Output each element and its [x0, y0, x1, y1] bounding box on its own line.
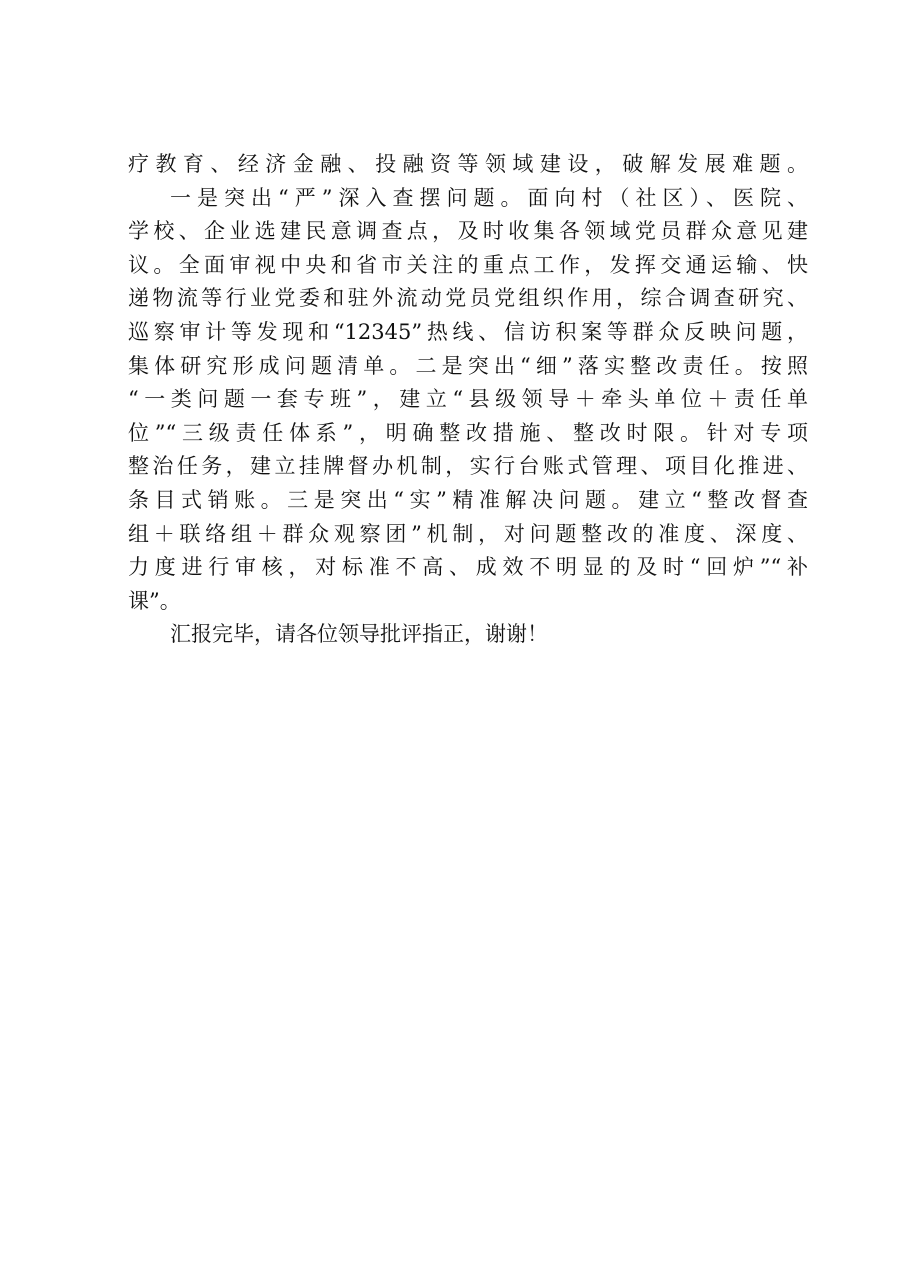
document-body: [128, 148, 808, 652]
paragraph-2-line-3: 议。全面审视中央和省市关注的重点工作，发挥交通运输、快: [128, 252, 808, 277]
paragraph-1-line-1: 疗教育、经济金融、投融资等领域建设，破解发展难题。: [128, 152, 808, 176]
paragraph-2-line-9: 整治任务，建立挂牌督办机制，实行台账式管理、项目化推进、: [128, 454, 808, 479]
paragraph-2-line-10: 条目式销账。三是突出“实”精准解决问题。建立“整改督查: [128, 487, 808, 512]
paragraph-2-line-13: 课”。: [128, 588, 181, 613]
paragraph-2-line-8: 位”“三级责任体系”，明确整改措施、整改时限。针对专项: [128, 420, 808, 445]
paragraph-2-line-11: 组＋联络组＋群众观察团”机制，对问题整改的准度、深度、: [128, 521, 808, 546]
paragraph-2-line-2: 学校、企业选建民意调查点，及时收集各领域党员群众意见建: [128, 219, 808, 244]
paragraph-2-line-4: 递物流等行业党委和驻外流动党员党组织作用，综合调查研究、: [128, 286, 808, 311]
paragraph-3-line-1: 汇报完毕，请各位领导批评指正，谢谢！: [170, 622, 548, 647]
paragraph-2-line-7: “一类问题一套专班”，建立“县级领导＋牵头单位＋责任单: [128, 387, 808, 412]
paragraph-2-line-5: 巡察审计等发现和“12345”热线、信访积案等群众反映问题，: [128, 319, 808, 344]
paragraph-2-line-6: 集体研究形成问题清单。二是突出“细”落实整改责任。按照: [128, 353, 808, 378]
paragraph-2-line-12: 力度进行审核，对标准不高、成效不明显的及时“回炉”“补: [128, 555, 808, 580]
paragraph-2-line-1: 一是突出“严”深入查摆问题。面向村（社区）、医院、: [170, 185, 808, 210]
